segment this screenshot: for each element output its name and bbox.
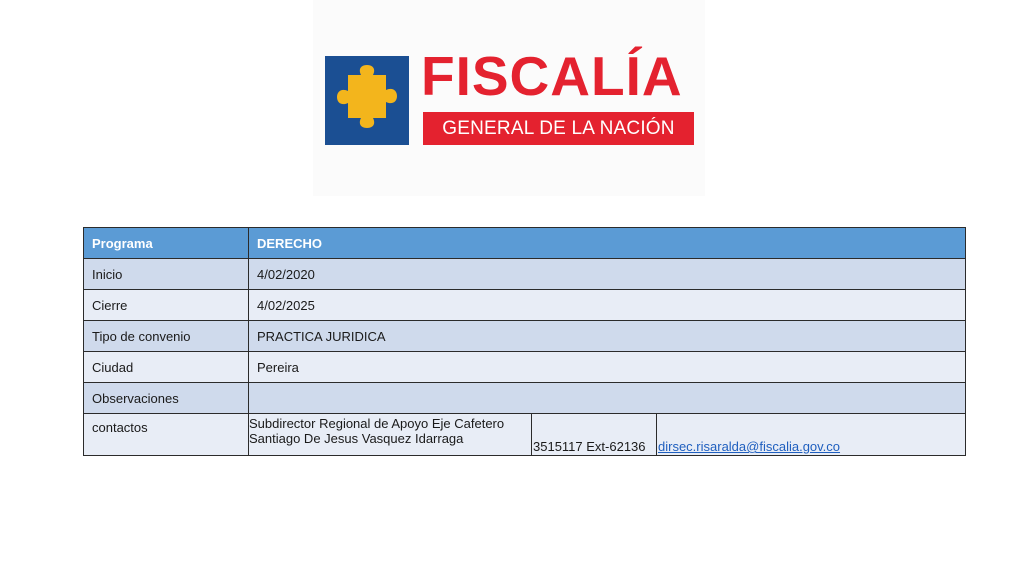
row-label-tipo-convenio: Tipo de convenio <box>84 321 249 352</box>
contacts-row <box>84 414 966 456</box>
table-row <box>84 290 966 321</box>
header-label: Programa <box>84 228 249 259</box>
logo-title: FISCALÍA <box>421 45 683 107</box>
table-row <box>84 383 966 414</box>
logo-subtitle: GENERAL DE LA NACIÓN <box>423 112 694 145</box>
contact-email-cell <box>657 414 966 456</box>
puzzle-piece-icon <box>325 56 409 145</box>
table-header-row <box>84 228 966 259</box>
table-row <box>84 352 966 383</box>
row-value-tipo-convenio: PRACTICA JURIDICA <box>249 321 966 352</box>
contact-person-cell <box>249 414 532 456</box>
contact-email-link[interactable]: dirsec.risaralda@fiscalia.gov.co <box>658 439 841 454</box>
contact-role: Subdirector Regional de Apoyo Eje Cafetero <box>249 416 505 431</box>
contacts-label: contactos <box>84 414 249 456</box>
row-label-cierre: Cierre <box>84 290 249 321</box>
program-info-table <box>83 227 966 456</box>
row-value-observaciones <box>249 383 966 414</box>
row-label-observaciones: Observaciones <box>84 383 249 414</box>
header-value: DERECHO <box>249 228 966 259</box>
row-value-ciudad: Pereira <box>249 352 966 383</box>
contact-phone: 3515117 Ext-62136 <box>532 414 657 456</box>
table-row <box>84 259 966 290</box>
row-value-cierre: 4/02/2025 <box>249 290 966 321</box>
row-label-inicio: Inicio <box>84 259 249 290</box>
contact-name: Santiago De Jesus Vasquez Idarraga <box>249 431 464 446</box>
table-row <box>84 321 966 352</box>
row-value-inicio: 4/02/2020 <box>249 259 966 290</box>
row-label-ciudad: Ciudad <box>84 352 249 383</box>
